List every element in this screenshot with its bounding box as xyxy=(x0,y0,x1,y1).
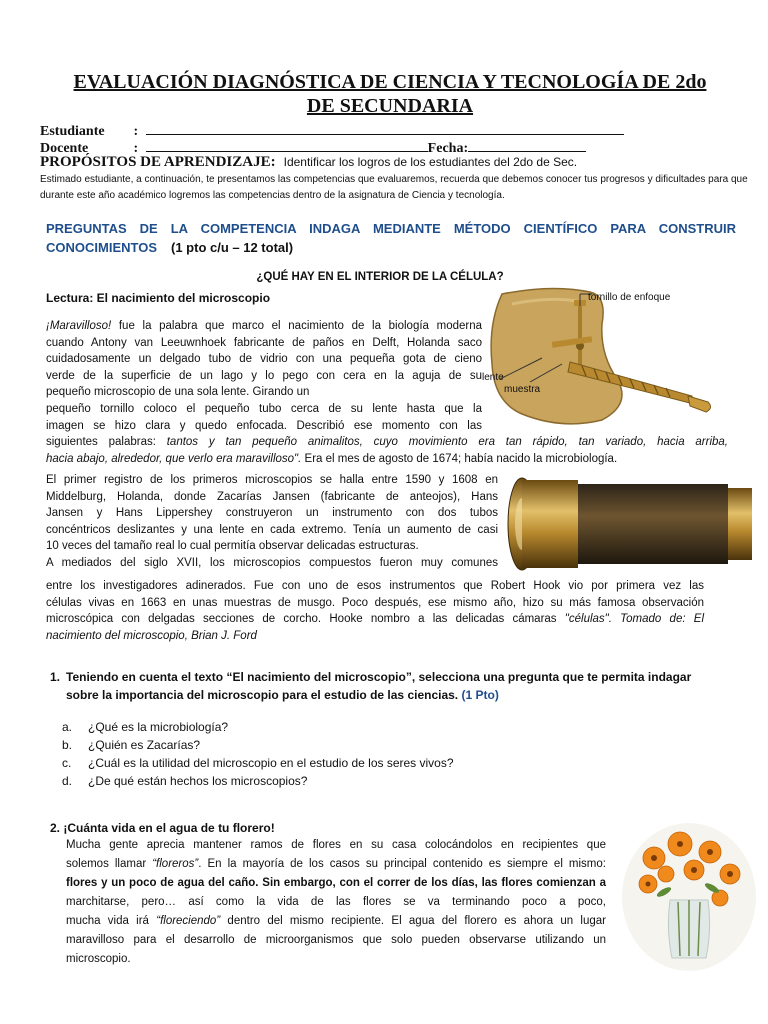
title-line-2: DE SECUNDARIA xyxy=(306,95,474,117)
reading-paragraph-2: El primer registro de los primeros microscopios se halla entre 1590 y 1608 en Middelburg, Holanda, donde Zacarías Jansen (fabricante de anteojos), Hans Jansen y Hans Lippershey construyeron un instrumento con dos tubos concéntricos deslizantes y una lente en cada extremo. Tenía un aumento de casi 10 veces del tamaño real lo cual permitía observar delicadas estructuras. A mediados del siglo XVII, los microscopios compuestos fueron muy comunes xyxy=(46,474,498,569)
question-1-points: (1 Pto) xyxy=(461,688,499,702)
competency-points: (1 pto c/u – 12 total) xyxy=(171,240,294,255)
question-1-options xyxy=(62,718,454,790)
reading-paragraph-1: ¡Maravilloso! fue la palabra que marco el nacimiento de la biología moderna cuando Antony van Leeuwnhoek fabricante de paños en Delft, Holanda saco cuidadosamente un delgado tubo de vidrio con una pequeña gota de cieno verde de la superficie de un lago y lo pego con cera en la aguja de su pequeño microscopio de una sola lente. Girando un pequeño tornillo coloco el pequeño tubo cerca de su lente hasta que la imagen se hizo clara y quedo enfocada. Describió ese momento con las xyxy=(46,320,482,432)
question-2-text: Mucha gente aprecia mantener ramos de flores en su casa colocándolos en recipientes que solemos llamar “floreros”. En la mayoría de los casos su principal contenido es siempre el mismo: flores y un poco de agua del caño. Sin embargo, con el correr de los días, las flores comienzan a marchitarse, pero… así como la vida de las flores se va terminando poco a poco, mucha vida irá “floreciendo” dentro del mismo recipiente. El agua del florero es ahora un lugar maravilloso para el desarrollo de microorganismos que solo pueden observarse utilizando un microscopio. xyxy=(66,839,607,965)
date-label: Fecha: xyxy=(427,141,469,156)
option-d[interactable]: d. ¿De qué están hechos los microscopios? xyxy=(62,774,308,788)
reading-paragraph-1-end: siguientes palabras: tantos y tan pequeño animalitos, cuyo movimiento era tan rápido, tan variado, hacia arriba, hacia abajo, alrededor, que verlo era maravilloso". Era el mes de agosto de 1674; había nacido la microbiología. xyxy=(46,436,729,465)
teacher-label: Docente xyxy=(40,141,89,156)
section-title: ¿QUÉ HAY EN EL INTERIOR DE LA CÉLULA? xyxy=(256,271,504,283)
flower-vase-image xyxy=(620,822,758,972)
page-title xyxy=(40,70,740,118)
option-a[interactable]: a. ¿Qué es la microbiología? xyxy=(62,720,229,734)
student-field: Estudiante : xyxy=(40,122,624,140)
label-sample: muestra xyxy=(504,384,541,395)
teacher-name-line[interactable] xyxy=(146,139,428,152)
intro-text: Estimado estudiante, a continuación, te presentamos las competencias que evaluaremos, recuerda que debemos conocer tus progresos y dificultades para que durante este año académico logremos las competencias dentro de la asignatura de Ciencia y tecnología. xyxy=(40,174,748,201)
reading-paragraph-2-end: entre los investigadores adinerados. Fue con uno de esos instrumentos que Robert Hook vio por primera vez las células vivas en 1663 en unas muestras de musgo. Poco después, ese mismo año, hizo su más famosa observación microscópica con delgadas secciones de corcho. Hooke nombro a las delicadas cámaras "células". Tomado de: El nacimiento del microscopio, Brian J. Ford xyxy=(46,580,704,642)
purpose-text: Identificar los logros de los estudiantes del 2do de Sec. xyxy=(283,155,578,169)
reading-label: Lectura: El nacimiento del microscopio xyxy=(46,291,271,305)
question-2-title: 2. ¡Cuánta vida en el agua de tu florero! xyxy=(50,821,275,835)
student-label: Estudiante xyxy=(40,124,105,139)
jansen-microscope-image xyxy=(502,474,752,576)
teacher-field: Docente : Fecha: xyxy=(40,139,586,157)
date-line[interactable] xyxy=(468,139,586,152)
label-focus-screw: tornillo de enfoque xyxy=(588,292,671,303)
leeuwenhoek-microscope-image xyxy=(482,284,732,430)
option-c[interactable]: c. ¿Cuál es la utilidad del microscopio en el estudio de los seres vivos? xyxy=(62,756,454,770)
purpose-label: PROPÓSITOS DE APRENDIZAJE: xyxy=(40,154,276,170)
label-lens: lente xyxy=(482,372,504,383)
title-line-1: EVALUACIÓN DIAGNÓSTICA DE CIENCIA Y TECNOLOGÍA DE 2do xyxy=(73,71,707,93)
student-name-line[interactable] xyxy=(146,122,624,135)
learning-purpose xyxy=(40,154,577,171)
question-1: 1. Teniendo en cuenta el texto “El nacimiento del microscopio”, selecciona una pregunta que te permita indagar sobre la importancia del microscopio para el estudio de las ciencias. (1 Pto) xyxy=(50,670,692,702)
option-b[interactable]: b. ¿Quién es Zacarías? xyxy=(62,738,201,752)
competency-heading: PREGUNTAS DE LA COMPETENCIA INDAGA MEDIANTE MÉTODO CIENTÍFICO PARA CONSTRUIR CONOCIMIENTOS (1 pto c/u – 12 total) xyxy=(46,221,736,255)
